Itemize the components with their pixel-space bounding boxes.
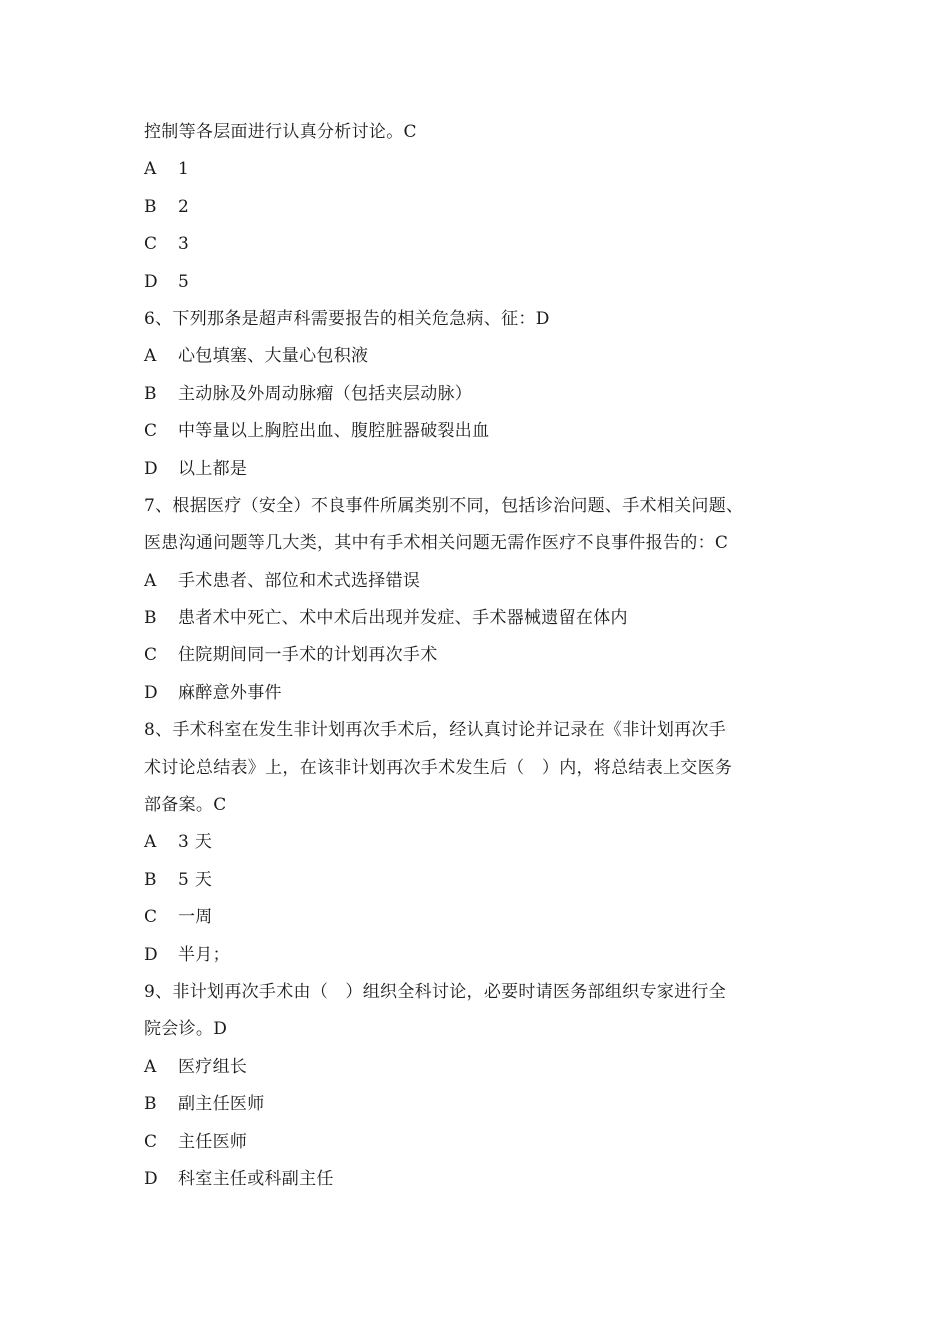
option-text: 科室主任或科副主任 xyxy=(178,1168,334,1189)
option-text: 以上都是 xyxy=(178,458,248,479)
option-letter: C xyxy=(144,645,158,666)
option-letter: C xyxy=(144,1131,158,1152)
answer-option xyxy=(144,637,804,674)
option-letter: D xyxy=(144,944,158,965)
option-text: 5 天 xyxy=(178,869,213,890)
option-letter: A xyxy=(144,570,157,591)
answer-option xyxy=(144,675,804,712)
answer-option xyxy=(144,1049,804,1086)
option-text: 一周 xyxy=(178,907,213,928)
answer-option xyxy=(144,563,804,600)
option-letter: D xyxy=(144,1168,158,1189)
question-text-line: 9、非计划再次手术由（ ）组织全科讨论，必要时请医务部组织专家进行全 xyxy=(144,981,727,1002)
option-text: 2 xyxy=(178,196,190,217)
question-text-line: 部备案。C xyxy=(144,795,227,816)
option-text: 心包填塞、大量心包积液 xyxy=(178,346,369,367)
answer-option xyxy=(144,899,804,936)
option-text: 副主任医师 xyxy=(178,1094,265,1115)
option-letter: C xyxy=(144,234,158,255)
answer-option xyxy=(144,338,804,375)
answer-option xyxy=(144,862,804,899)
document-page xyxy=(144,114,804,1198)
answer-option xyxy=(144,189,804,226)
option-text: 3 天 xyxy=(178,832,213,853)
option-text: 医疗组长 xyxy=(178,1056,248,1077)
option-letter: B xyxy=(144,869,157,890)
question-text-line: 7、根据医疗（安全）不良事件所属类别不同，包括诊治问题、手术相关问题、 xyxy=(144,495,744,516)
question-text-line: 控制等各层面进行认真分析讨论。C xyxy=(144,122,417,142)
option-letter: D xyxy=(144,271,158,292)
option-letter: A xyxy=(144,1056,157,1077)
answer-option xyxy=(144,376,804,413)
option-text: 手术患者、部位和术式选择错误 xyxy=(178,570,421,591)
option-text: 半月； xyxy=(178,944,230,965)
option-text: 5 xyxy=(178,271,190,292)
answer-option xyxy=(144,600,804,637)
option-letter: A xyxy=(144,346,157,367)
option-letter: B xyxy=(144,196,157,217)
option-letter: B xyxy=(144,1094,157,1115)
question-text-line: 医患沟通问题等几大类，其中有手术相关问题无需作医疗不良事件报告的：C xyxy=(144,533,729,554)
option-letter: A xyxy=(144,832,157,853)
option-text: 患者术中死亡、术中术后出现并发症、手术器械遗留在体内 xyxy=(178,608,628,629)
option-text: 1 xyxy=(178,159,190,180)
answer-option xyxy=(144,264,804,301)
option-text: 麻醉意外事件 xyxy=(178,682,282,703)
option-letter: B xyxy=(144,383,157,404)
option-text: 中等量以上胸腔出血、腹腔脏器破裂出血 xyxy=(178,421,490,442)
option-text: 住院期间同一手术的计划再次手术 xyxy=(178,645,438,666)
answer-option xyxy=(144,151,804,188)
answer-option xyxy=(144,226,804,263)
answer-option xyxy=(144,1124,804,1161)
question-text-line: 8、手术科室在发生非计划再次手术后，经认真讨论并记录在《非计划再次手 xyxy=(144,720,727,741)
question-text-line: 术讨论总结表》上，在该非计划再次手术发生后（ ）内，将总结表上交医务 xyxy=(144,757,733,778)
option-text: 3 xyxy=(178,234,190,255)
option-text: 主动脉及外周动脉瘤（包括夹层动脉） xyxy=(178,383,473,404)
answer-option xyxy=(144,1086,804,1123)
question-text-line: 院会诊。D xyxy=(144,1019,228,1040)
option-letter: D xyxy=(144,458,158,479)
answer-option xyxy=(144,451,804,488)
question-text-line: 6、下列那条是超声科需要报告的相关危急病、征：D xyxy=(144,308,550,329)
answer-option xyxy=(144,824,804,861)
answer-option xyxy=(144,937,804,974)
option-letter: A xyxy=(144,159,157,180)
answer-option xyxy=(144,413,804,450)
option-letter: B xyxy=(144,608,157,629)
option-letter: C xyxy=(144,907,158,928)
answer-option xyxy=(144,1161,804,1198)
option-text: 主任医师 xyxy=(178,1131,248,1152)
option-letter: C xyxy=(144,421,158,442)
option-letter: D xyxy=(144,682,158,703)
